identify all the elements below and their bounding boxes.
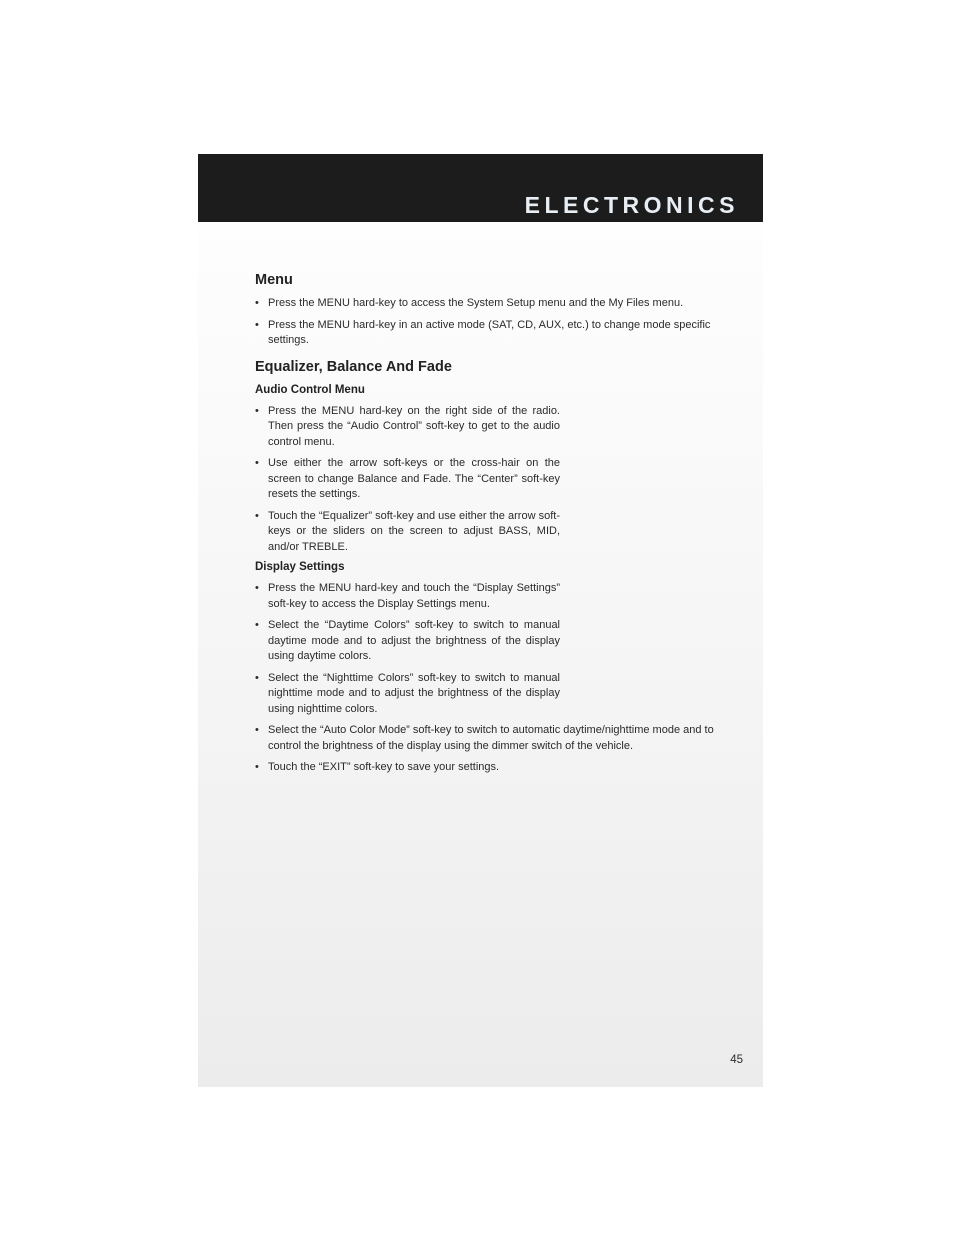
list-item xyxy=(255,723,740,754)
list-item xyxy=(255,581,560,612)
display-settings-list xyxy=(255,581,740,717)
bullet-icon: • xyxy=(255,318,259,331)
list-item-text: Use either the arrow soft-keys or the cross-hair on the screen to change Balance and Fade. The “Center” soft-key resets the settings. xyxy=(268,457,560,500)
section-header-bar xyxy=(198,154,763,222)
list-item xyxy=(255,618,560,665)
bullet-icon: • xyxy=(255,761,259,773)
audio-control-subheading: Audio Control Menu xyxy=(255,383,365,396)
page-number: 45 xyxy=(730,1054,743,1066)
bullet-icon: • xyxy=(255,297,259,309)
list-item-text: Press the MENU hard-key on the right side of the radio. Then press the “Audio Control” soft-key to get to the audio control menu. xyxy=(268,404,560,448)
list-item-text: Select the “Nighttime Colors” soft-key to switch to manual nighttime mode and to adjust the brightness of the display using nighttime colors. xyxy=(268,671,560,715)
list-item xyxy=(255,509,560,556)
bullet-icon: • xyxy=(255,582,259,594)
section-title: ELECTRONICS xyxy=(524,192,739,218)
list-item-text: Select the “Daytime Colors” soft-key to switch to manual daytime mode and to adjust the brightness of the display using daytime colors. xyxy=(268,619,560,662)
bullet-icon: • xyxy=(255,404,259,417)
list-item xyxy=(255,671,560,718)
list-item xyxy=(255,296,740,312)
bullet-icon: • xyxy=(255,509,259,522)
menu-heading: Menu xyxy=(255,272,293,288)
page-content xyxy=(255,272,740,782)
bullet-icon: • xyxy=(255,457,259,469)
list-item xyxy=(255,760,740,776)
list-item-text: Touch the “EXIT” soft-key to save your settings. xyxy=(268,761,500,773)
list-item xyxy=(255,404,560,451)
display-settings-subheading: Display Settings xyxy=(255,561,345,573)
manual-page xyxy=(198,154,763,1087)
list-item-text: Press the MENU hard-key and touch the “Display Settings” soft-key to access the Display Settings menu. xyxy=(268,582,560,610)
equalizer-heading: Equalizer, Balance And Fade xyxy=(255,358,452,375)
bullet-icon: • xyxy=(255,671,259,684)
list-item xyxy=(255,318,740,349)
audio-control-list xyxy=(255,404,740,556)
bullet-icon: • xyxy=(255,619,259,631)
bullet-icon: • xyxy=(255,724,259,736)
list-item xyxy=(255,456,560,503)
list-item-text: Press the MENU hard-key to access the System Setup menu and the My Files menu. xyxy=(268,297,684,309)
list-item-text: Select the “Auto Color Mode” soft-key to switch to automatic daytime/nighttime mode and to control the brightness of the display using the dimmer switch of the vehicle. xyxy=(268,724,714,752)
list-item-text: Touch the “Equalizer” soft-key and use either the arrow soft-keys or the sliders on the screen to adjust BASS, MID, and/or TREBLE. xyxy=(268,509,560,553)
list-item-text: Press the MENU hard-key in an active mode (SAT, CD, AUX, etc.) to change mode specific settings. xyxy=(268,318,711,346)
